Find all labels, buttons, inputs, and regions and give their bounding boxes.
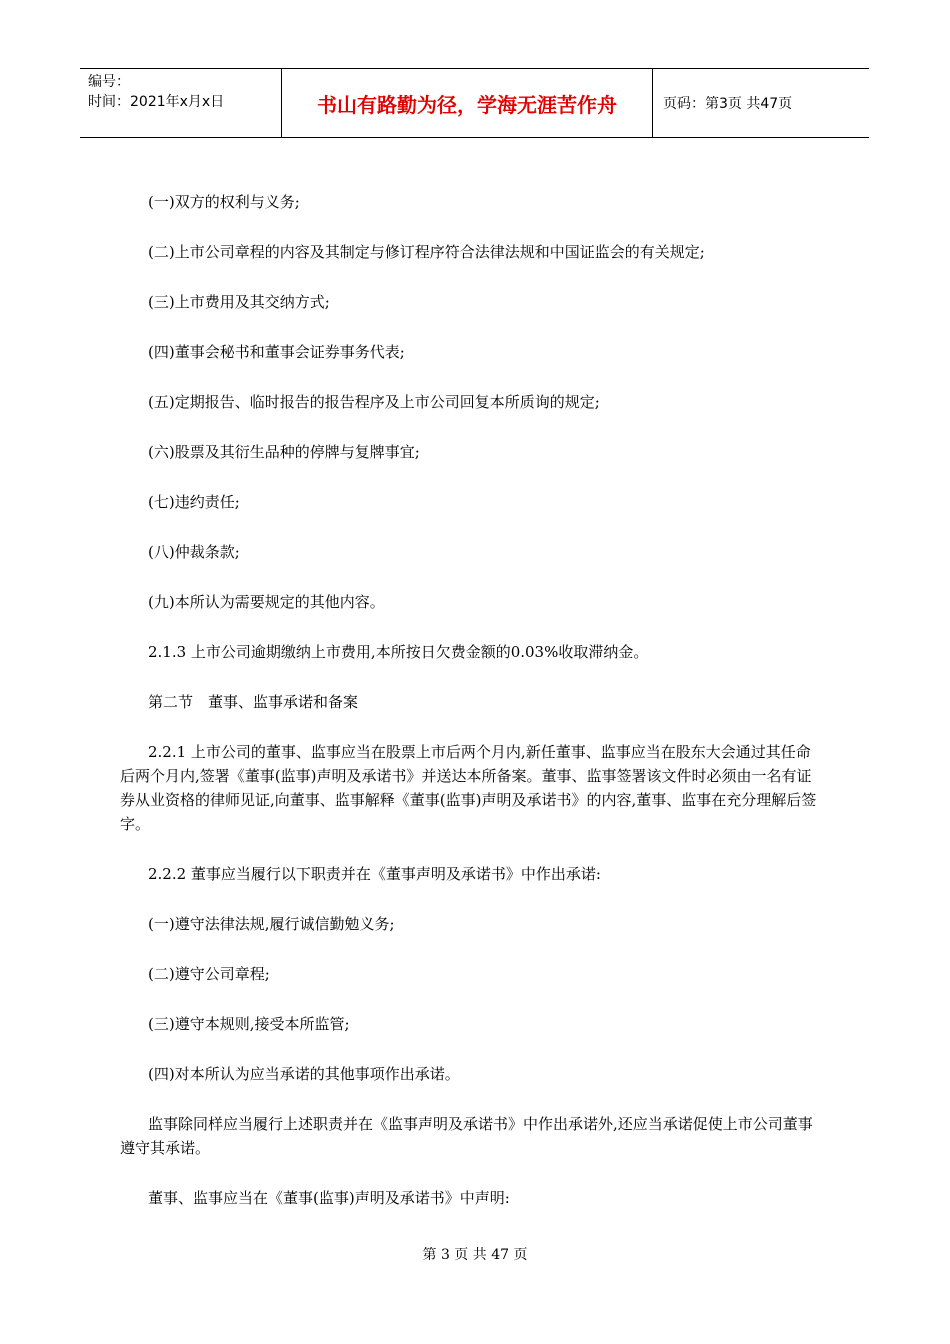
paragraph: (六)股票及其衍生品种的停牌与复牌事宜; (148, 443, 420, 461)
header-page-info: 页码：第3页 共47页 (663, 96, 793, 112)
page-header (80, 68, 869, 138)
paragraph: (二)遵守公司章程; (148, 965, 270, 983)
paragraph: 2.2.1 上市公司的董事、监事应当在股票上市后两个月内,新任董事、监事应当在股东大会通过其任命后两个月内,签署《董事(监事)声明及承诺书》并送达本所备案。董事、监事签署该文件时必须由一名有证券从业资格的律师见证,向董事、监事解释《董事(监事)声明及承诺书》的内容,董事、监事在充分理解后签字。 (120, 743, 817, 833)
paragraph: 2.2.2 董事应当履行以下职责并在《董事声明及承诺书》中作出承诺: (148, 865, 601, 883)
document-time-label: 时间：2021年x月x日 (88, 94, 225, 110)
paragraph: (七)违约责任; (148, 493, 240, 511)
paragraph: (三)上市费用及其交纳方式; (148, 293, 330, 311)
paragraph: (四)董事会秘书和董事会证券事务代表; (148, 343, 405, 361)
document-number-label: 编号： (88, 74, 130, 90)
section-heading: 第二节 董事、监事承诺和备案 (148, 693, 359, 711)
paragraph: 2.1.3 上市公司逾期缴纳上市费用,本所按日欠费金额的0.03%收取滞纳金。 (148, 643, 649, 661)
paragraph: (八)仲裁条款; (148, 543, 240, 561)
header-meta (80, 69, 282, 137)
paragraph: (四)对本所认为应当承诺的其他事项作出承诺。 (148, 1065, 460, 1083)
paragraph: 监事除同样应当履行上述职责并在《监事声明及承诺书》中作出承诺外,还应当承诺促使上市公司董事遵守其承诺。 (120, 1115, 813, 1157)
paragraph: (一)双方的权利与义务; (148, 193, 300, 211)
paragraph: (九)本所认为需要规定的其他内容。 (148, 593, 385, 611)
paragraph: (五)定期报告、临时报告的报告程序及上市公司回复本所质询的规定; (148, 393, 600, 411)
page-footer: 第 3 页 共 47 页 (422, 1247, 528, 1263)
paragraph: (二)上市公司章程的内容及其制定与修订程序符合法律法规和中国证监会的有关规定; (148, 243, 705, 261)
paragraph: 董事、监事应当在《董事(监事)声明及承诺书》中声明: (148, 1189, 510, 1207)
paragraph: (一)遵守法律法规,履行诚信勤勉义务; (148, 915, 395, 933)
document-body (120, 190, 820, 1236)
header-motto: 书山有路勤为径，学海无涯苦作舟 (282, 69, 653, 137)
paragraph: (三)遵守本规则,接受本所监管; (148, 1015, 350, 1033)
